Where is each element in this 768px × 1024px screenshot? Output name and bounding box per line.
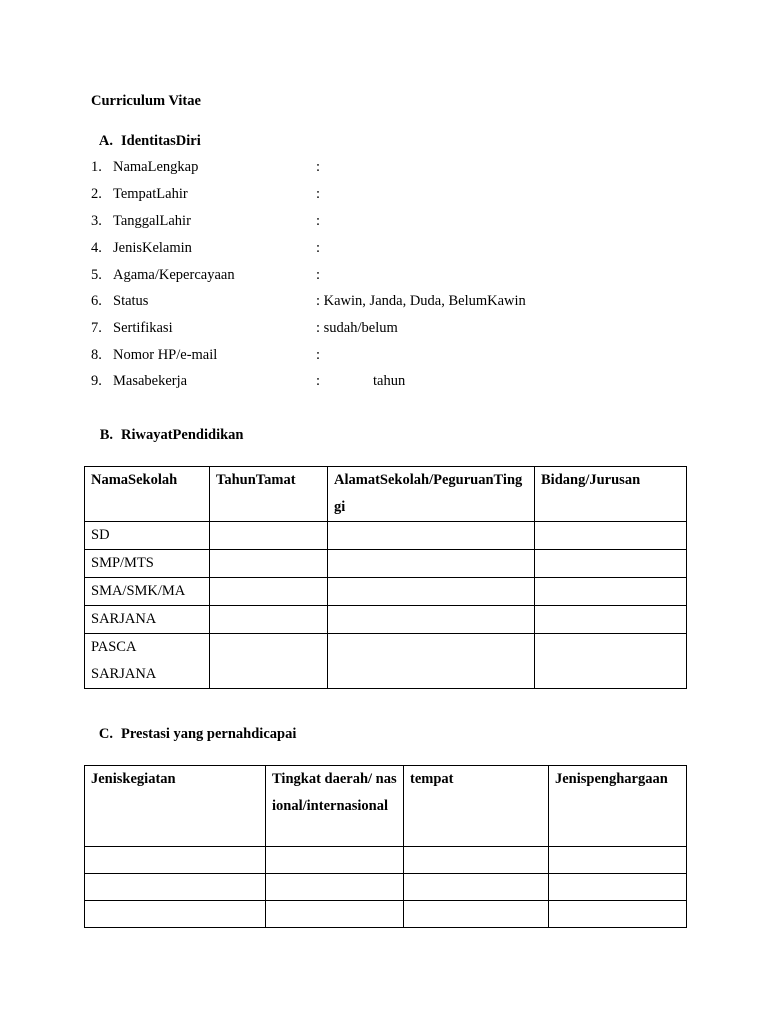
field-label: TempatLahir (113, 186, 188, 202)
table-cell (210, 522, 328, 550)
identity-field-row (91, 320, 691, 344)
table-cell (266, 874, 404, 901)
table-cell (404, 874, 549, 901)
column-header: NamaSekolah (85, 467, 210, 522)
column-header: Jeniskegiatan (85, 766, 266, 847)
section-b-title: RiwayatPendidikan (121, 427, 244, 443)
table-cell (210, 634, 328, 689)
table-cell (535, 634, 687, 689)
table-cell (85, 874, 266, 901)
field-label: TanggalLahir (113, 213, 191, 229)
section-a-heading (91, 133, 201, 150)
field-value: : (316, 186, 321, 202)
field-label: JenisKelamin (113, 240, 192, 256)
field-value: : (316, 240, 321, 256)
section-c-heading (91, 726, 296, 743)
table-row (85, 634, 687, 689)
table-cell (328, 578, 535, 606)
identity-field-row (91, 347, 691, 371)
identity-field-row (91, 213, 691, 237)
section-a-title: IdentitasDiri (121, 133, 201, 149)
field-value: : (316, 347, 321, 363)
table-cell (210, 578, 328, 606)
table-row (85, 901, 687, 928)
table-cell: PASCA SARJANA (85, 634, 210, 689)
identity-field-row (91, 186, 691, 210)
table-row (85, 578, 687, 606)
table-row (85, 606, 687, 634)
field-value: : sudah/belum (316, 320, 398, 336)
table-cell: SMP/MTS (85, 550, 210, 578)
column-header: tempat (404, 766, 549, 847)
table-cell (328, 634, 535, 689)
document-title: Curriculum Vitae (91, 93, 201, 109)
table-header-row (85, 467, 687, 522)
table-cell (210, 550, 328, 578)
field-value: : (316, 373, 321, 389)
field-label: Status (113, 293, 149, 309)
column-header: Jenispenghargaan (549, 766, 687, 847)
identity-field-row (91, 267, 691, 291)
field-number: 8. (91, 347, 102, 363)
table-cell (85, 901, 266, 928)
table-cell (535, 550, 687, 578)
field-number: 5. (91, 267, 102, 283)
table-row (85, 550, 687, 578)
identity-field-row (91, 159, 691, 183)
field-number: 6. (91, 293, 102, 309)
achievement-table (84, 765, 687, 928)
table-cell (535, 522, 687, 550)
identity-field-row (91, 373, 691, 397)
table-row (85, 874, 687, 901)
field-label: Agama/Kepercayaan (113, 267, 235, 283)
table-cell (404, 847, 549, 874)
table-cell (549, 874, 687, 901)
section-a-letter: A. (98, 133, 113, 149)
table-cell: SARJANA (85, 606, 210, 634)
section-c-title: Prestasi yang pernahdicapai (121, 726, 297, 742)
column-header: Bidang/Jurusan (535, 467, 687, 522)
education-table (84, 466, 687, 689)
table-row (85, 522, 687, 550)
identity-field-row (91, 240, 691, 264)
column-header: TahunTamat (210, 467, 328, 522)
field-value: : (316, 213, 321, 229)
column-header: Tingkat daerah/ nasional/internasional (266, 766, 404, 847)
table-cell (328, 522, 535, 550)
section-b-letter: B. (99, 427, 113, 443)
field-number: 3. (91, 213, 102, 229)
table-row (85, 847, 687, 874)
field-number: 7. (91, 320, 102, 336)
field-number: 4. (91, 240, 102, 256)
table-cell (535, 578, 687, 606)
table-cell (549, 901, 687, 928)
table-cell (328, 606, 535, 634)
field-label: Masabekerja (113, 373, 188, 389)
table-cell (549, 847, 687, 874)
table-cell: SMA/SMK/MA (85, 578, 210, 606)
field-number: 1. (91, 159, 102, 175)
table-cell (535, 606, 687, 634)
field-label: Sertifikasi (113, 320, 173, 336)
field-value: : (316, 159, 321, 175)
column-header: AlamatSekolah/PeguruanTinggi (328, 467, 535, 522)
table-cell (266, 901, 404, 928)
field-number: 2. (91, 186, 102, 202)
identity-field-row (91, 293, 691, 317)
field-label: Nomor HP/e-mail (113, 347, 218, 363)
field-number: 9. (91, 373, 102, 389)
table-cell (266, 847, 404, 874)
field-label: NamaLengkap (113, 159, 199, 175)
table-cell: SD (85, 522, 210, 550)
table-cell (210, 606, 328, 634)
section-c-letter: C. (98, 726, 113, 742)
table-header-row (85, 766, 687, 847)
field-extra: tahun (373, 373, 406, 389)
table-cell (85, 847, 266, 874)
section-b-heading (91, 427, 243, 444)
field-value: : Kawin, Janda, Duda, BelumKawin (316, 293, 526, 309)
table-cell (328, 550, 535, 578)
table-cell (404, 901, 549, 928)
field-value: : (316, 267, 321, 283)
